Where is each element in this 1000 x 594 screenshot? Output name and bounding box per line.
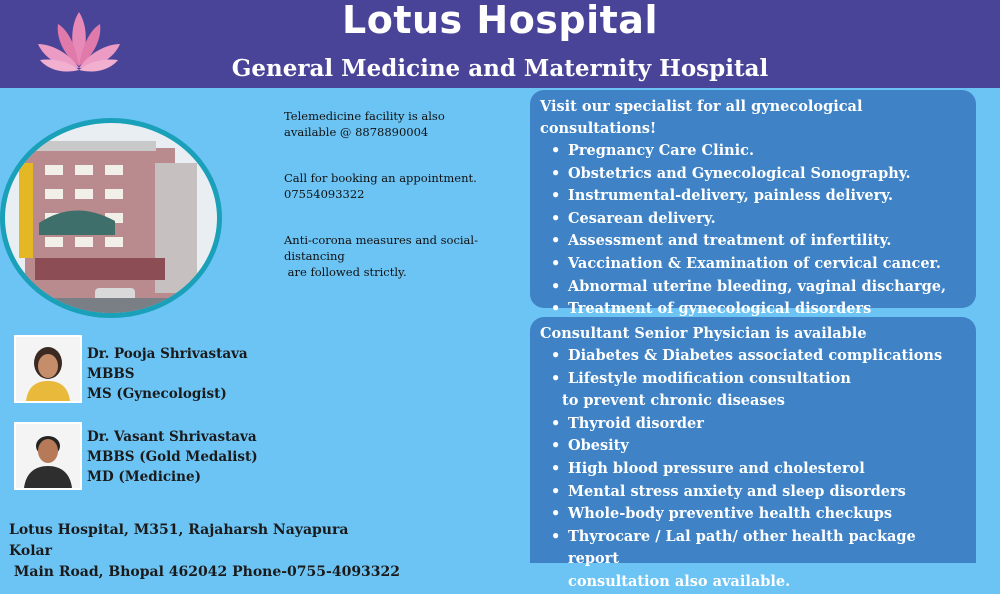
- physician-services-list: [540, 345, 966, 594]
- hospital-building-photo: [0, 118, 222, 318]
- list-item: • Diabetes & Diabetes associated complications: [540, 345, 966, 368]
- header-banner: [0, 0, 1000, 88]
- avatar: [16, 337, 80, 401]
- page-subtitle: General Medicine and Maternity Hospital: [231, 55, 769, 82]
- doctor-info-vasant: [87, 427, 258, 487]
- list-item-continuation: consultation also available.: [568, 572, 791, 590]
- corona-line-1: Anti-corona measures and social-: [284, 233, 478, 247]
- list-item: • High blood pressure and cholesterol: [540, 458, 966, 481]
- doctor-info-pooja: [87, 344, 248, 404]
- page-title: Lotus Hospital: [342, 0, 658, 42]
- list-item-text: Thyrocare / Lal path/ other health package report: [568, 527, 916, 568]
- list-item: • Whole-body preventive health checkups: [540, 503, 966, 526]
- address-line-1: Lotus Hospital, M351, Rajaharsh Nayapura Kolar: [9, 522, 349, 559]
- list-item: • Instrumental-delivery, painless delivery.: [540, 185, 966, 208]
- doctor-degree: MBBS: [87, 366, 135, 382]
- doctor-photo-vasant: [14, 422, 82, 490]
- list-item: • Obesity: [540, 435, 966, 458]
- doctor-photo-pooja: [14, 335, 82, 403]
- booking-info: [284, 170, 514, 202]
- gynecology-services-list: [540, 140, 966, 321]
- doctor-degree: MBBS (Gold Medalist): [87, 449, 258, 465]
- physician-services-panel: [530, 317, 976, 590]
- doctor-name: Dr. Vasant Shrivastava: [87, 429, 257, 445]
- address-line-2: Main Road, Bhopal 462042 Phone-0755-4093322: [9, 564, 401, 580]
- telemedicine-line-1: Telemedicine facility is also: [284, 109, 445, 123]
- building-illustration: [5, 123, 217, 313]
- list-item: • Assessment and treatment of infertility.: [540, 230, 966, 253]
- list-item-text: Lifestyle modification consultation: [568, 369, 851, 387]
- panel-heading: Consultant Senior Physician is available: [540, 325, 867, 342]
- doctor-name: Dr. Pooja Shrivastava: [87, 346, 248, 362]
- booking-line-1: Call for booking an appointment.: [284, 171, 477, 185]
- panel-heading: Visit our specialist for all gynecological consultations!: [540, 98, 863, 137]
- telemedicine-info: [284, 108, 514, 140]
- gynecology-services-panel: [530, 90, 976, 318]
- telemedicine-phone: available @ 8878890004: [284, 125, 429, 139]
- list-item: • Pregnancy Care Clinic.: [540, 140, 966, 163]
- list-item: • Mental stress anxiety and sleep disorders: [540, 481, 966, 504]
- list-item: • Abnormal uterine bleeding, vaginal discharge,: [540, 276, 966, 299]
- doctor-degree: MS (Gynecologist): [87, 386, 227, 402]
- list-item: [540, 526, 966, 594]
- booking-phone: 07554093322: [284, 187, 365, 201]
- list-item: • Thyroid disorder: [540, 413, 966, 436]
- hospital-address: [9, 520, 401, 583]
- list-item: • Cesarean delivery.: [540, 208, 966, 231]
- corona-line-2: distancing: [284, 249, 345, 263]
- list-item: [540, 368, 966, 413]
- list-item: • Treatment of gynecological disorders: [540, 298, 966, 321]
- list-item: • Vaccination & Examination of cervical cancer.: [540, 253, 966, 276]
- avatar: [16, 424, 80, 488]
- list-item-continuation: to prevent chronic diseases: [562, 392, 785, 410]
- corona-info: [284, 232, 514, 280]
- doctor-degree: MD (Medicine): [87, 469, 201, 485]
- corona-line-3: are followed strictly.: [284, 265, 407, 279]
- list-item: • Obstetrics and Gynecological Sonography.: [540, 163, 966, 186]
